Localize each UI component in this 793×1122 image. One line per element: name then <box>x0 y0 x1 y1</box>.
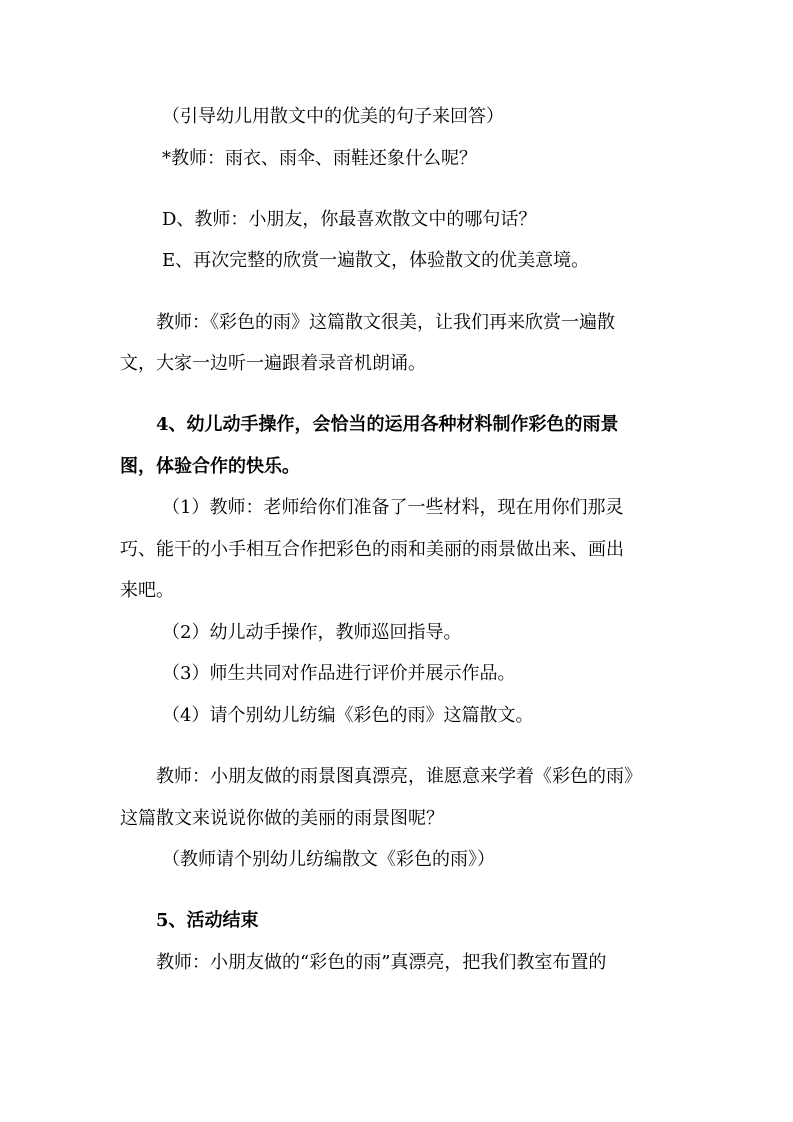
section-heading: 图，体验合作的快乐。 <box>120 456 300 477</box>
paragraph-line: 来吧。 <box>120 580 174 601</box>
paragraph-line: 教师：《彩色的雨》这篇散文很美，让我们再来欣赏一遍散 <box>156 312 615 333</box>
paragraph-line: D、教师：小朋友，你最喜欢散文中的哪句话？ <box>162 209 537 230</box>
paragraph-line: 教师：小朋友做的“彩色的雨”真漂亮，把我们教室布置的 <box>156 952 607 973</box>
paragraph-line: 文，大家一边听一遍跟着录音机朗诵。 <box>120 353 426 374</box>
paragraph-line: E、再次完整的欣赏一遍散文，体验散文的优美意境。 <box>162 250 590 271</box>
paragraph-line: 巧、能干的小手相互合作把彩色的雨和美丽的雨景做出来、画出 <box>120 539 624 560</box>
paragraph-line: （引导幼儿用散文中的优美的句子来回答） <box>162 106 504 127</box>
paragraph-line: （2）幼儿动手操作，教师巡回指导。 <box>162 622 462 643</box>
paragraph-line: （教师请个别幼儿纺编散文《彩色的雨》） <box>162 849 495 870</box>
paragraph-line: （3）师生共同对作品进行评价并展示作品。 <box>162 663 516 684</box>
paragraph-line: （1）教师：老师给你们准备了一些材料，现在用你们那灵 <box>162 497 624 518</box>
section-heading: 4、幼儿动手操作，会恰当的运用各种材料制作彩色的雨景 <box>156 414 619 435</box>
paragraph-line: *教师：雨衣、雨伞、雨鞋还象什么呢？ <box>162 148 477 169</box>
paragraph-line: （4）请个别幼儿纺编《彩色的雨》这篇散文。 <box>162 705 534 726</box>
paragraph-line: 这篇散文来说说你做的美丽的雨景图呢？ <box>120 808 444 829</box>
section-heading: 5、活动结束 <box>156 910 259 931</box>
paragraph-line: 教师：小朋友做的雨景图真漂亮，谁愿意来学着《彩色的雨》 <box>156 766 642 787</box>
